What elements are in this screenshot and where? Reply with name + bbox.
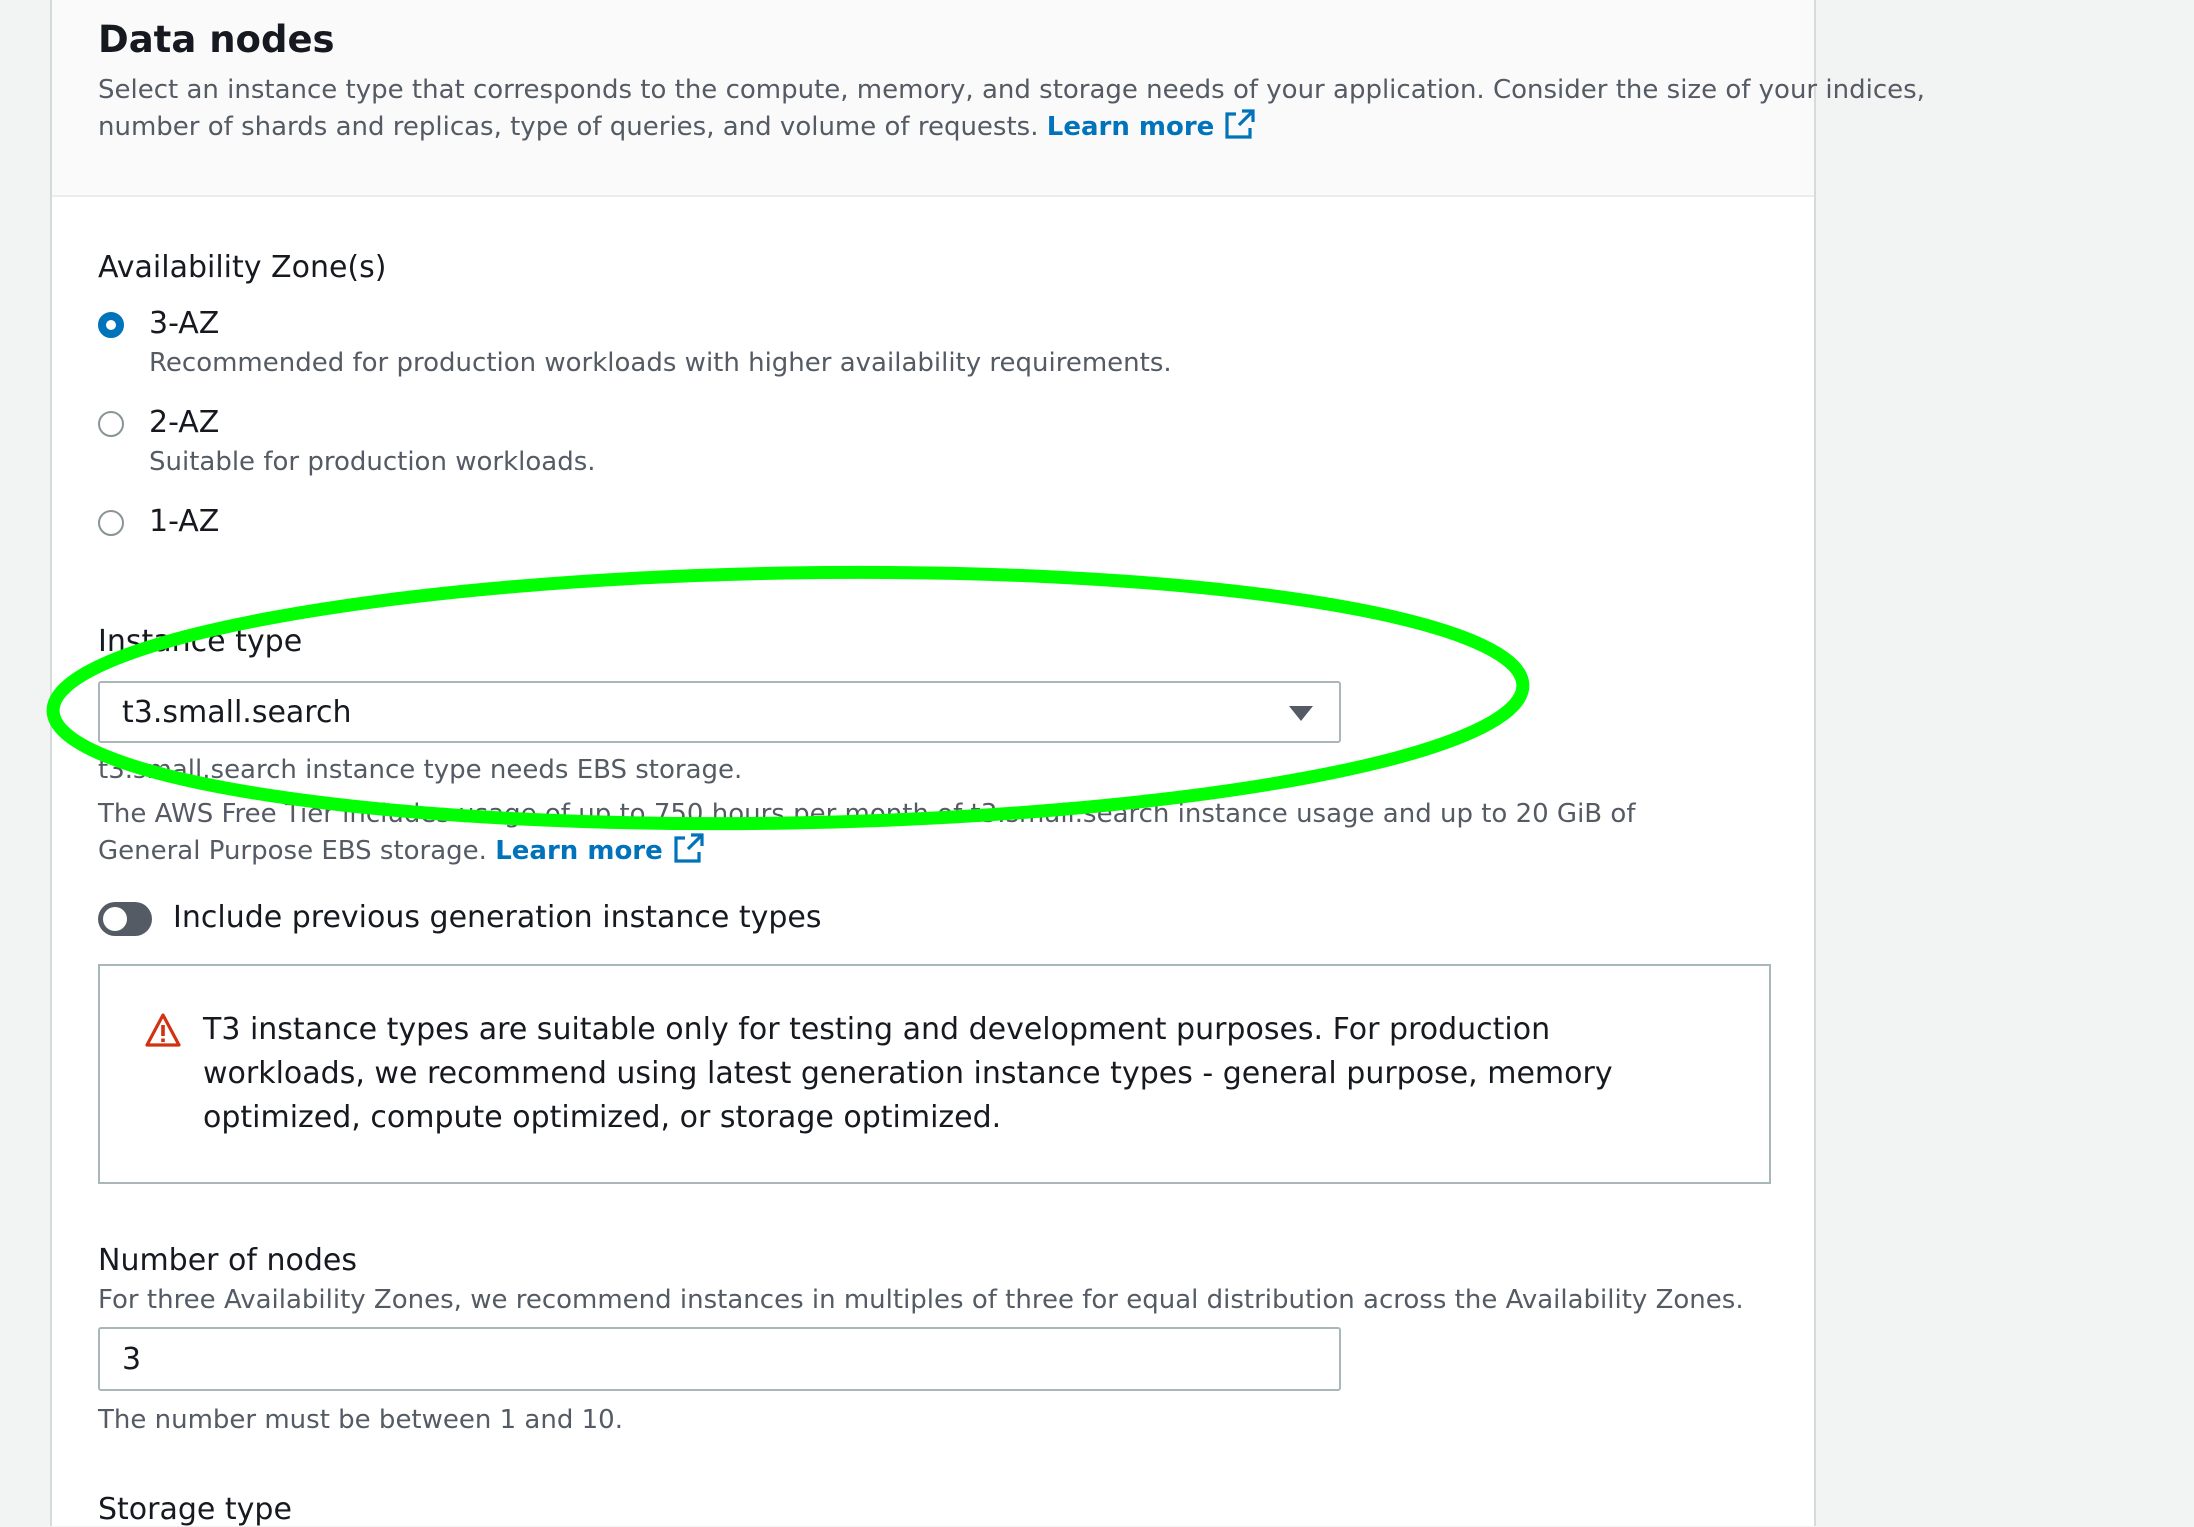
- instance-type-label: Instance type: [98, 624, 303, 659]
- caret-down-icon: [1289, 706, 1313, 721]
- radio-2az-label[interactable]: 2-AZ: [149, 405, 220, 440]
- free-tier-learn-more-link[interactable]: Learn more: [495, 836, 663, 866]
- radio-3az-label[interactable]: 3-AZ: [149, 306, 220, 341]
- radio-1az-label[interactable]: 1-AZ: [149, 504, 220, 539]
- warning-icon: [144, 1012, 182, 1052]
- section-title: Data nodes: [98, 18, 335, 61]
- radio-1az[interactable]: [98, 510, 124, 536]
- free-tier-note: The AWS Free Tier includes usage of up to 750 hours per month of t3.small.search instance usage and up to 20 GiB of: [98, 799, 1636, 829]
- free-tier-note-line2: General Purpose EBS storage. Learn more: [98, 832, 705, 874]
- radio-2az-description: Suitable for production workloads.: [149, 447, 596, 477]
- external-link-icon[interactable]: [1224, 108, 1256, 150]
- t3-warning-alert: [98, 964, 1771, 1184]
- instance-type-value: t3.small.search: [122, 695, 352, 730]
- radio-3az[interactable]: [98, 312, 124, 338]
- number-of-nodes-description: For three Availability Zones, we recommend instances in multiples of three for equal distribution across the Availability Zones.: [98, 1285, 1744, 1315]
- instance-type-hint: t3.small.search instance type needs EBS storage.: [98, 755, 743, 785]
- instance-type-select[interactable]: [98, 681, 1341, 743]
- radio-3az-description: Recommended for production workloads with higher availability requirements.: [149, 348, 1172, 378]
- alert-text: T3 instance types are suitable only for testing and development purposes. For production workloads, we recommend using latest generation instance types - general purpose, memory optimized, compute optimized, or storage optimized.: [203, 1012, 1613, 1135]
- number-of-nodes-value: 3: [122, 1342, 142, 1377]
- previous-generation-toggle[interactable]: [98, 902, 152, 936]
- external-link-icon[interactable]: [673, 832, 705, 874]
- learn-more-link[interactable]: Learn more: [1046, 112, 1215, 142]
- number-of-nodes-input[interactable]: [98, 1327, 1341, 1391]
- panel-header: [52, 0, 1925, 197]
- number-of-nodes-constraint: The number must be between 1 and 10.: [98, 1405, 623, 1435]
- storage-type-label: Storage type: [98, 1492, 292, 1527]
- number-of-nodes-label: Number of nodes: [98, 1243, 357, 1278]
- section-description: Select an instance type that corresponds to the compute, memory, and storage needs of your application. Consider the size of your indices,: [98, 75, 1925, 105]
- availability-zones-label: Availability Zone(s): [98, 250, 387, 285]
- radio-2az[interactable]: [98, 411, 124, 437]
- data-nodes-panel: [50, 0, 1925, 1527]
- previous-generation-label[interactable]: Include previous generation instance types: [173, 900, 822, 935]
- toggle-knob: [103, 907, 127, 931]
- section-description-line2: number of shards and replicas, type of queries, and volume of requests. Learn more: [98, 108, 1256, 150]
